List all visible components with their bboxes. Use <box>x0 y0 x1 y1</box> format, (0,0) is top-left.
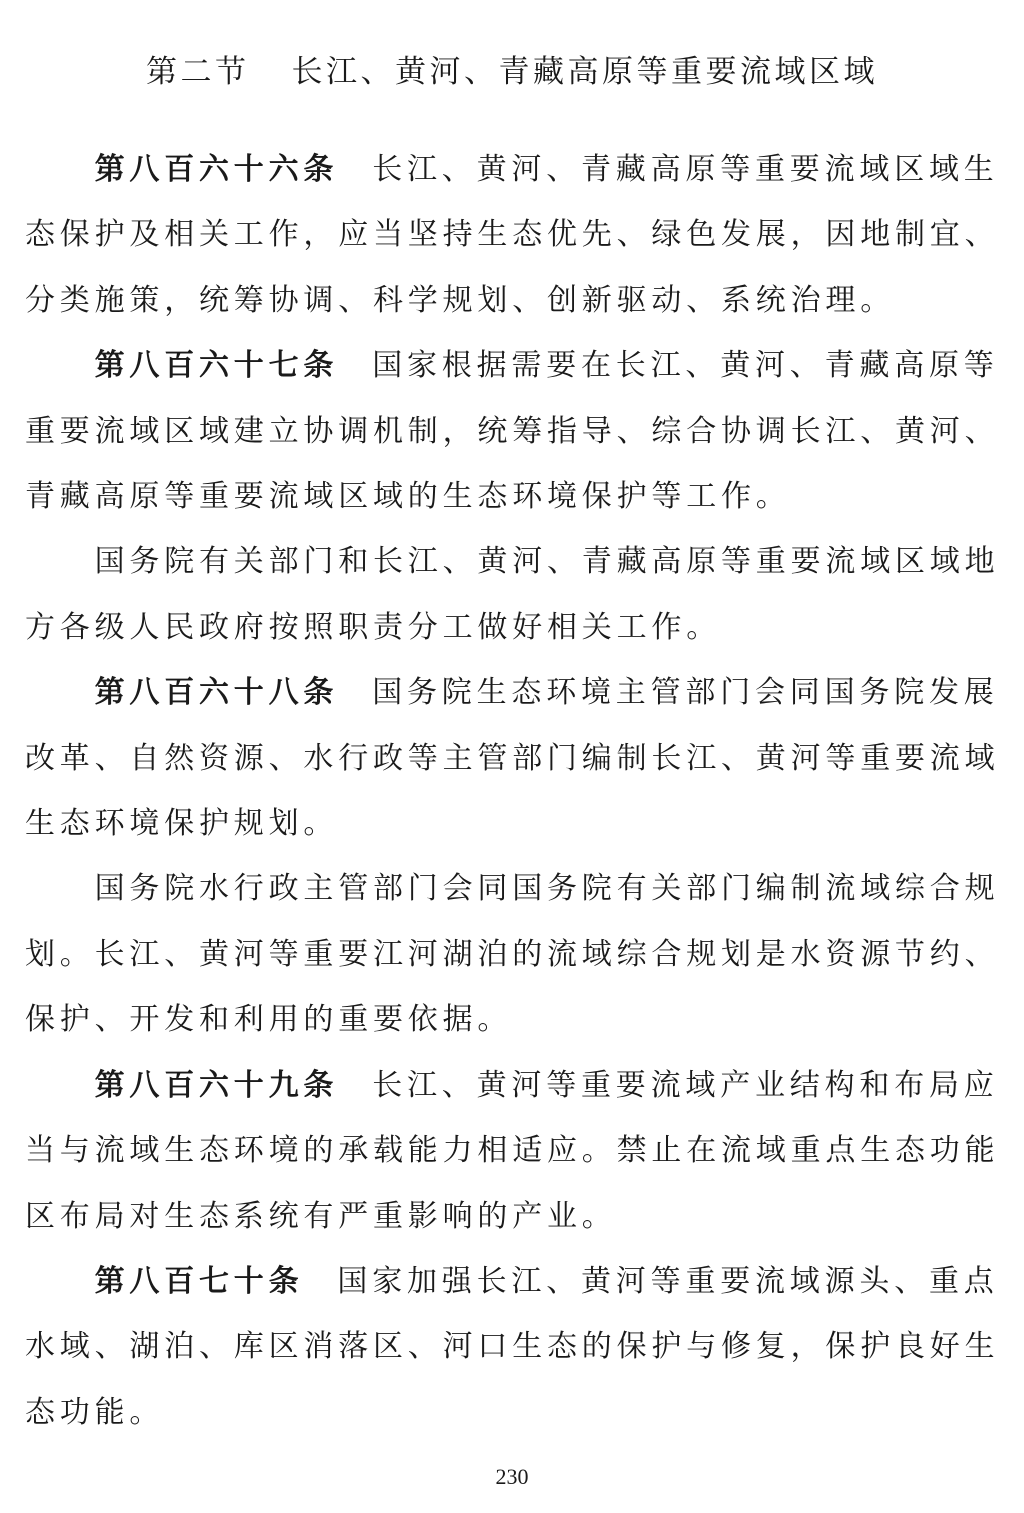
article-number: 第八百六十六条 <box>94 152 339 187</box>
article-paragraph-continued <box>25 856 1001 1052</box>
section-heading <box>0 48 1024 96</box>
article-paragraph <box>25 1053 1001 1249</box>
article-number: 第八百六十八条 <box>94 675 339 711</box>
article-text: 长江、黄河等重要流域产业结构和布局应当与流域生态环境的承载能力相适应。禁止在流域重点生态功能区布局对生态系统有严重影响的产业。 <box>25 1067 1000 1234</box>
article-number: 第八百六十九条 <box>94 1067 339 1103</box>
article-text: 国家根据需要在长江、黄河、青藏高原等重要流域区域建立协调机制，统筹指导、综合协调长江、黄河、青藏高原等重要流域区域的生态环境保护等工作。 <box>25 348 1000 515</box>
article-paragraph <box>25 333 1001 529</box>
article-number: 第八百六十七条 <box>94 348 339 384</box>
article-text: 国务院生态环境主管部门会同国务院发展改革、自然资源、水行政等主管部门编制长江、黄河等重要流域生态环境保护规划。 <box>25 675 1000 842</box>
document-body <box>25 137 1001 1445</box>
article-paragraph <box>25 1249 1001 1445</box>
section-number: 第二节 <box>146 54 250 90</box>
article-text: 国务院水行政主管部门会同国务院有关部门编制流域综合规划。长江、黄河等重要江河湖泊的流域综合规划是水资源节约、保护、开发和利用的重要依据。 <box>25 871 1000 1038</box>
article-text: 国务院有关部门和长江、黄河、青藏高原等重要流域区域地方各级人民政府按照职责分工做好相关工作。 <box>25 544 1000 645</box>
article-text: 国家加强长江、黄河等重要流域源头、重点水域、湖泊、库区消落区、河口生态的保护与修复，保护良好生态功能。 <box>25 1263 1000 1430</box>
article-paragraph <box>25 660 1001 856</box>
section-title: 长江、黄河、青藏高原等重要流域区域 <box>291 54 878 90</box>
article-number: 第八百七十条 <box>94 1263 304 1299</box>
page-number: 230 <box>495 1464 529 1489</box>
article-paragraph-continued <box>25 529 1001 660</box>
article-text: 长江、黄河、青藏高原等重要流域区域生态保护及相关工作，应当坚持生态优先、绿色发展，因地制宜、分类施策，统筹协调、科学规划、创新驱动、系统治理。 <box>25 152 1000 318</box>
article-paragraph <box>25 137 1001 333</box>
